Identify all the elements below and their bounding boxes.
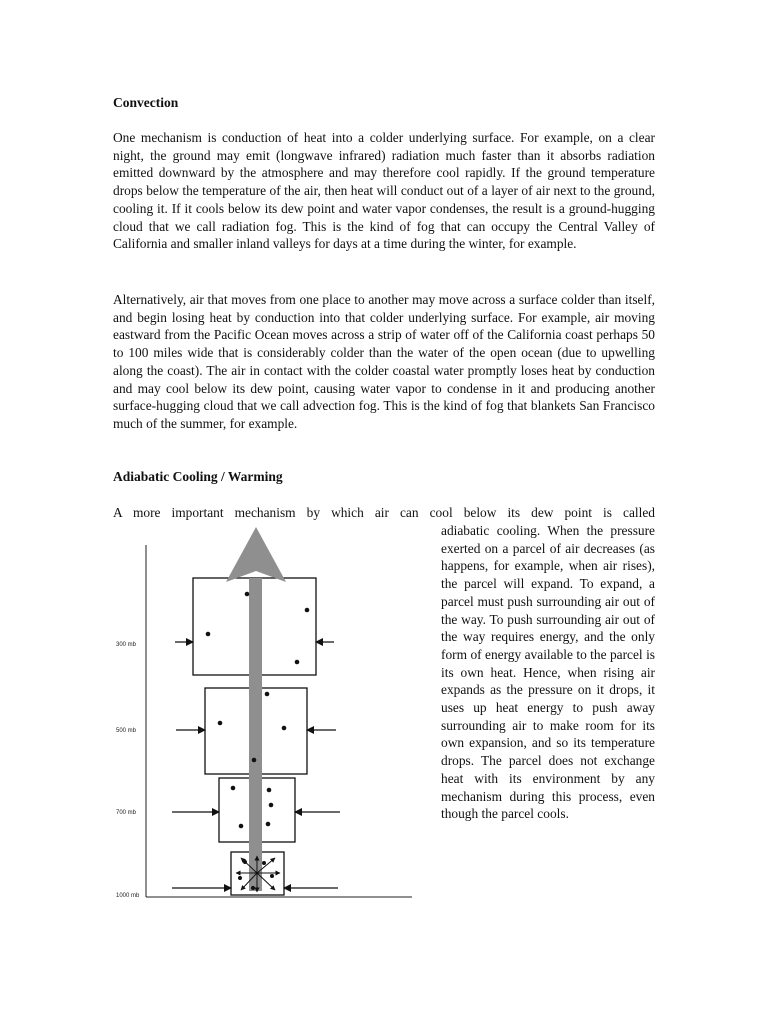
paragraph-advection-fog: Alternatively, air that moves from one place to another may move across a surface colder than itself, and begin losing heat by conduction into that colder underlying surface. For example, air moving eastward from the Pacific Ocean moves across a strip of water off of the California coast perhaps 50 to 100 miles wide that is considerably colder than the water of the open ocean (due to upwelling along the coast). The air in contact with the colder coastal water promptly loses heat by conduction and may cool below its dew point, causing water vapor to condense in it and producing another surface-hugging cloud that we call advection fog. This is the kind of fog that blankets San Francisco much of the summer, for example. — [113, 292, 655, 431]
level-label-300: 300 mb — [116, 642, 137, 648]
level-label-1000: 1000 mb — [116, 893, 140, 899]
paragraph-adiabatic-wrapped: adiabatic cooling. When the pressure exerted on a parcel of air decreases (as happens, for example, when air rises), the parcel will expand. To expand, a parcel must push surrounding air out of the way. To push surrounding air out of the way requires energy, and the only form of energy available to the parcel is its own heat. Hence, when rising air expands as the pressure on it drops, it uses up heat energy to push away surrounding air to make room for its own expansion, and so its temperature drops. The parcel does not exchange heat with its environment by any mechanism during this process, even though the parcel cools. — [441, 523, 655, 822]
level-label-500: 500 mb — [116, 728, 137, 734]
heading-convection: Convection — [113, 95, 179, 110]
rising-air-arrow — [226, 527, 286, 891]
paragraph-adiabatic-first-line: A more important mechanism by which air can cool below its dew point is called — [113, 505, 655, 520]
heading-adiabatic: Adiabatic Cooling / Warming — [113, 469, 283, 484]
paragraph-radiation-fog: One mechanism is conduction of heat into a colder underlying surface. For example, on a clear night, the ground may emit (longwave infrared) radiation much faster than it absorbs radiation emitted downward by the atmosphere and may therefore cool rapidly. If the ground temperature drops below the temperature of the air, then heat will conduct out of a layer of air next to the ground, cooling it. If it cools below its dew point and water vapor condenses, the result is a ground-hugging cloud that we call radiation fog. This is the kind of fog that can occupy the Central Valley of California and smaller inland valleys for days at a time during the winter, for example. — [113, 130, 655, 252]
parcel-expansion-diagram — [110, 520, 420, 905]
level-label-700: 700 mb — [116, 810, 137, 816]
